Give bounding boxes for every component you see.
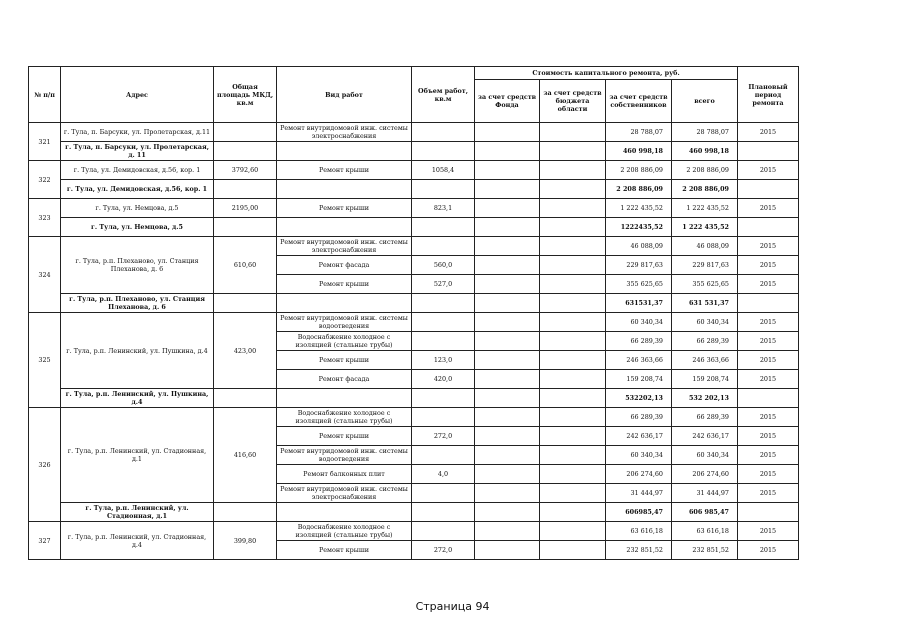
period-cell: 2015 <box>738 484 799 503</box>
area-cell: 3792,60 <box>214 161 277 180</box>
subtotal-period <box>738 294 799 313</box>
address-cell: г. Тула, ул. Демидовская, д.56, кор. 1 <box>61 161 214 180</box>
period-cell: 2015 <box>738 332 799 351</box>
subtotal-work-type <box>277 503 412 522</box>
subtotal-row <box>29 503 799 522</box>
table-row <box>29 313 799 332</box>
region-cell <box>540 465 606 484</box>
subtotal-row <box>29 218 799 237</box>
header-volume: Объем работ, кв.м <box>412 67 475 123</box>
region-cell <box>540 332 606 351</box>
subtotal-region <box>540 503 606 522</box>
owners-cell: 60 340,34 <box>606 446 672 465</box>
subtotal-period <box>738 218 799 237</box>
owners-cell: 2 208 886,09 <box>606 161 672 180</box>
owners-cell: 63 616,18 <box>606 522 672 541</box>
work-type-cell: Ремонт внутридомовой инж. системы электроснабжения <box>277 123 412 142</box>
row-number: 325 <box>29 313 61 408</box>
subtotal-owners: 532202,13 <box>606 389 672 408</box>
row-number: 324 <box>29 237 61 313</box>
subtotal-owners: 1222435,52 <box>606 218 672 237</box>
total-cell: 229 817,63 <box>672 256 738 275</box>
fund-cell <box>475 237 540 256</box>
period-cell: 2015 <box>738 446 799 465</box>
region-cell <box>540 275 606 294</box>
subtotal-volume <box>412 218 475 237</box>
owners-cell: 66 289,39 <box>606 408 672 427</box>
work-type-cell: Ремонт внутридомовой инж. системы электроснабжения <box>277 484 412 503</box>
owners-cell: 232 851,52 <box>606 541 672 560</box>
subtotal-owners: 631531,37 <box>606 294 672 313</box>
subtotal-volume <box>412 180 475 199</box>
region-cell <box>540 161 606 180</box>
work-type-cell: Водоснабжение холодное с изоляцией (стальные трубы) <box>277 332 412 351</box>
period-cell: 2015 <box>738 351 799 370</box>
header-region: за счет средств бюджета области <box>540 80 606 123</box>
fund-cell <box>475 275 540 294</box>
fund-cell <box>475 408 540 427</box>
fund-cell <box>475 313 540 332</box>
region-cell <box>540 446 606 465</box>
work-type-cell: Ремонт балконных плит <box>277 465 412 484</box>
fund-cell <box>475 332 540 351</box>
period-cell: 2015 <box>738 237 799 256</box>
subtotal-owners: 460 998,18 <box>606 142 672 161</box>
fund-cell <box>475 446 540 465</box>
owners-cell: 206 274,60 <box>606 465 672 484</box>
fund-cell <box>475 256 540 275</box>
subtotal-area <box>214 503 277 522</box>
table-row <box>29 123 799 142</box>
area-cell: 399,80 <box>214 522 277 560</box>
volume-cell <box>412 446 475 465</box>
volume-cell <box>412 332 475 351</box>
owners-cell: 355 625,65 <box>606 275 672 294</box>
address-cell: г. Тула, р.п. Ленинский, ул. Стадионная, д.1 <box>61 408 214 503</box>
period-cell: 2015 <box>738 522 799 541</box>
total-cell: 246 363,66 <box>672 351 738 370</box>
subtotal-fund <box>475 294 540 313</box>
volume-cell: 527,0 <box>412 275 475 294</box>
fund-cell <box>475 370 540 389</box>
subtotal-address: г. Тула, ул. Демидовская, д.56, кор. 1 <box>61 180 214 199</box>
subtotal-volume <box>412 142 475 161</box>
subtotal-work-type <box>277 218 412 237</box>
table-row <box>29 161 799 180</box>
subtotal-fund <box>475 218 540 237</box>
volume-cell: 560,0 <box>412 256 475 275</box>
work-type-cell: Ремонт крыши <box>277 541 412 560</box>
owners-cell: 60 340,34 <box>606 313 672 332</box>
period-cell: 2015 <box>738 370 799 389</box>
fund-cell <box>475 123 540 142</box>
volume-cell: 823,1 <box>412 199 475 218</box>
total-cell: 159 208,74 <box>672 370 738 389</box>
area-cell: 416,60 <box>214 408 277 503</box>
volume-cell <box>412 484 475 503</box>
area-cell: 423,00 <box>214 313 277 389</box>
table-row <box>29 199 799 218</box>
work-type-cell: Водоснабжение холодное с изоляцией (стальные трубы) <box>277 408 412 427</box>
period-cell: 2015 <box>738 541 799 560</box>
work-type-cell: Ремонт фасада <box>277 256 412 275</box>
fund-cell <box>475 427 540 446</box>
area-cell: 2195,00 <box>214 199 277 218</box>
region-cell <box>540 541 606 560</box>
region-cell <box>540 256 606 275</box>
work-type-cell: Ремонт внутридомовой инж. системы водоотведения <box>277 313 412 332</box>
total-cell: 66 289,39 <box>672 408 738 427</box>
repair-cost-table <box>28 66 799 560</box>
period-cell: 2015 <box>738 123 799 142</box>
row-number: 322 <box>29 161 61 199</box>
area-cell: 610,60 <box>214 237 277 294</box>
volume-cell <box>412 237 475 256</box>
subtotal-row <box>29 142 799 161</box>
subtotal-address: г. Тула, ул. Немцова, д.5 <box>61 218 214 237</box>
period-cell: 2015 <box>738 275 799 294</box>
work-type-cell: Водоснабжение холодное с изоляцией (стальные трубы) <box>277 522 412 541</box>
subtotal-fund <box>475 503 540 522</box>
fund-cell <box>475 541 540 560</box>
period-cell: 2015 <box>738 465 799 484</box>
owners-cell: 31 444,97 <box>606 484 672 503</box>
period-cell: 2015 <box>738 408 799 427</box>
total-cell: 242 636,17 <box>672 427 738 446</box>
volume-cell <box>412 522 475 541</box>
subtotal-total: 460 998,18 <box>672 142 738 161</box>
region-cell <box>540 522 606 541</box>
fund-cell <box>475 199 540 218</box>
work-type-cell: Ремонт крыши <box>277 427 412 446</box>
period-cell: 2015 <box>738 256 799 275</box>
owners-cell: 1 222 435,52 <box>606 199 672 218</box>
subtotal-volume <box>412 503 475 522</box>
header-work-type: Вид работ <box>277 67 412 123</box>
volume-cell: 4,0 <box>412 465 475 484</box>
owners-cell: 229 817,63 <box>606 256 672 275</box>
fund-cell <box>475 484 540 503</box>
address-cell: г. Тула, ул. Немцова, д.5 <box>61 199 214 218</box>
volume-cell <box>412 313 475 332</box>
work-type-cell: Ремонт внутридомовой инж. системы водоотведения <box>277 446 412 465</box>
page-footer: Страница 94 <box>415 600 490 613</box>
subtotal-address: г. Тула, р.п. Плеханово, ул. Станция Плеханова, д. 6 <box>61 294 214 313</box>
subtotal-region <box>540 389 606 408</box>
header-owners: за счет средств собственников <box>606 80 672 123</box>
subtotal-fund <box>475 180 540 199</box>
volume-cell: 420,0 <box>412 370 475 389</box>
subtotal-volume <box>412 389 475 408</box>
subtotal-volume <box>412 294 475 313</box>
subtotal-total: 606 985,47 <box>672 503 738 522</box>
volume-cell <box>412 408 475 427</box>
address-cell: г. Тула, п. Барсуки, ул. Пролетарская, д.11 <box>61 123 214 142</box>
header-total: всего <box>672 80 738 123</box>
header-address: Адрес <box>61 67 214 123</box>
subtotal-area <box>214 142 277 161</box>
address-cell: г. Тула, р.п. Плеханово, ул. Станция Плеханова, д. 6 <box>61 237 214 294</box>
region-cell <box>540 408 606 427</box>
volume-cell <box>412 123 475 142</box>
subtotal-address: г. Тула, п. Барсуки, ул. Пролетарская, д. 11 <box>61 142 214 161</box>
subtotal-area <box>214 218 277 237</box>
period-cell: 2015 <box>738 427 799 446</box>
table-row <box>29 237 799 256</box>
total-cell: 60 340,34 <box>672 446 738 465</box>
address-cell: г. Тула, р.п. Ленинский, ул. Пушкина, д.4 <box>61 313 214 389</box>
subtotal-work-type <box>277 294 412 313</box>
header-area: Общая площадь МКД, кв.м <box>214 67 277 123</box>
total-cell: 63 616,18 <box>672 522 738 541</box>
address-cell: г. Тула, р.п. Ленинский, ул. Стадионная, д.4 <box>61 522 214 560</box>
work-type-cell: Ремонт крыши <box>277 199 412 218</box>
subtotal-fund <box>475 142 540 161</box>
subtotal-period <box>738 180 799 199</box>
work-type-cell: Ремонт крыши <box>277 351 412 370</box>
row-number: 321 <box>29 123 61 161</box>
subtotal-region <box>540 294 606 313</box>
owners-cell: 46 088,09 <box>606 237 672 256</box>
subtotal-region <box>540 142 606 161</box>
header-period: Плановый период ремонта <box>738 67 799 123</box>
subtotal-total: 1 222 435,52 <box>672 218 738 237</box>
owners-cell: 242 636,17 <box>606 427 672 446</box>
work-type-cell: Ремонт внутридомовой инж. системы электроснабжения <box>277 237 412 256</box>
total-cell: 31 444,97 <box>672 484 738 503</box>
volume-cell: 272,0 <box>412 427 475 446</box>
total-cell: 28 788,07 <box>672 123 738 142</box>
subtotal-region <box>540 180 606 199</box>
subtotal-work-type <box>277 389 412 408</box>
region-cell <box>540 199 606 218</box>
total-cell: 355 625,65 <box>672 275 738 294</box>
table-row <box>29 522 799 541</box>
fund-cell <box>475 161 540 180</box>
region-cell <box>540 237 606 256</box>
subtotal-owners: 2 208 886,09 <box>606 180 672 199</box>
region-cell <box>540 123 606 142</box>
subtotal-total: 2 208 886,09 <box>672 180 738 199</box>
subtotal-region <box>540 218 606 237</box>
subtotal-owners: 606985,47 <box>606 503 672 522</box>
total-cell: 60 340,34 <box>672 313 738 332</box>
subtotal-row <box>29 180 799 199</box>
subtotal-total: 532 202,13 <box>672 389 738 408</box>
owners-cell: 159 208,74 <box>606 370 672 389</box>
subtotal-period <box>738 142 799 161</box>
subtotal-row <box>29 389 799 408</box>
header-cost-group: Стоимость капитального ремонта, руб. <box>475 67 738 80</box>
row-number: 323 <box>29 199 61 237</box>
period-cell: 2015 <box>738 199 799 218</box>
volume-cell: 123,0 <box>412 351 475 370</box>
subtotal-address: г. Тула, р.п. Ленинский, ул. Пушкина, д.4 <box>61 389 214 408</box>
volume-cell: 1058,4 <box>412 161 475 180</box>
period-cell: 2015 <box>738 313 799 332</box>
owners-cell: 66 289,39 <box>606 332 672 351</box>
region-cell <box>540 484 606 503</box>
subtotal-area <box>214 389 277 408</box>
total-cell: 66 289,39 <box>672 332 738 351</box>
header-num: № п/п <box>29 67 61 123</box>
subtotal-total: 631 531,37 <box>672 294 738 313</box>
fund-cell <box>475 522 540 541</box>
owners-cell: 246 363,66 <box>606 351 672 370</box>
header-fund: за счет средств Фонда <box>475 80 540 123</box>
subtotal-work-type <box>277 142 412 161</box>
subtotal-fund <box>475 389 540 408</box>
work-type-cell: Ремонт крыши <box>277 275 412 294</box>
subtotal-period <box>738 389 799 408</box>
total-cell: 232 851,52 <box>672 541 738 560</box>
row-number: 327 <box>29 522 61 560</box>
subtotal-area <box>214 180 277 199</box>
subtotal-address: г. Тула, р.п. Ленинский, ул. Стадионная, д.1 <box>61 503 214 522</box>
period-cell: 2015 <box>738 161 799 180</box>
region-cell <box>540 427 606 446</box>
subtotal-row <box>29 294 799 313</box>
region-cell <box>540 313 606 332</box>
region-cell <box>540 351 606 370</box>
work-type-cell: Ремонт крыши <box>277 161 412 180</box>
total-cell: 1 222 435,52 <box>672 199 738 218</box>
volume-cell: 272,0 <box>412 541 475 560</box>
total-cell: 206 274,60 <box>672 465 738 484</box>
area-cell <box>214 123 277 142</box>
subtotal-period <box>738 503 799 522</box>
row-number: 326 <box>29 408 61 522</box>
owners-cell: 28 788,07 <box>606 123 672 142</box>
table-row <box>29 408 799 427</box>
total-cell: 46 088,09 <box>672 237 738 256</box>
subtotal-area <box>214 294 277 313</box>
work-type-cell: Ремонт фасада <box>277 370 412 389</box>
fund-cell <box>475 351 540 370</box>
fund-cell <box>475 465 540 484</box>
region-cell <box>540 370 606 389</box>
subtotal-work-type <box>277 180 412 199</box>
total-cell: 2 208 886,09 <box>672 161 738 180</box>
